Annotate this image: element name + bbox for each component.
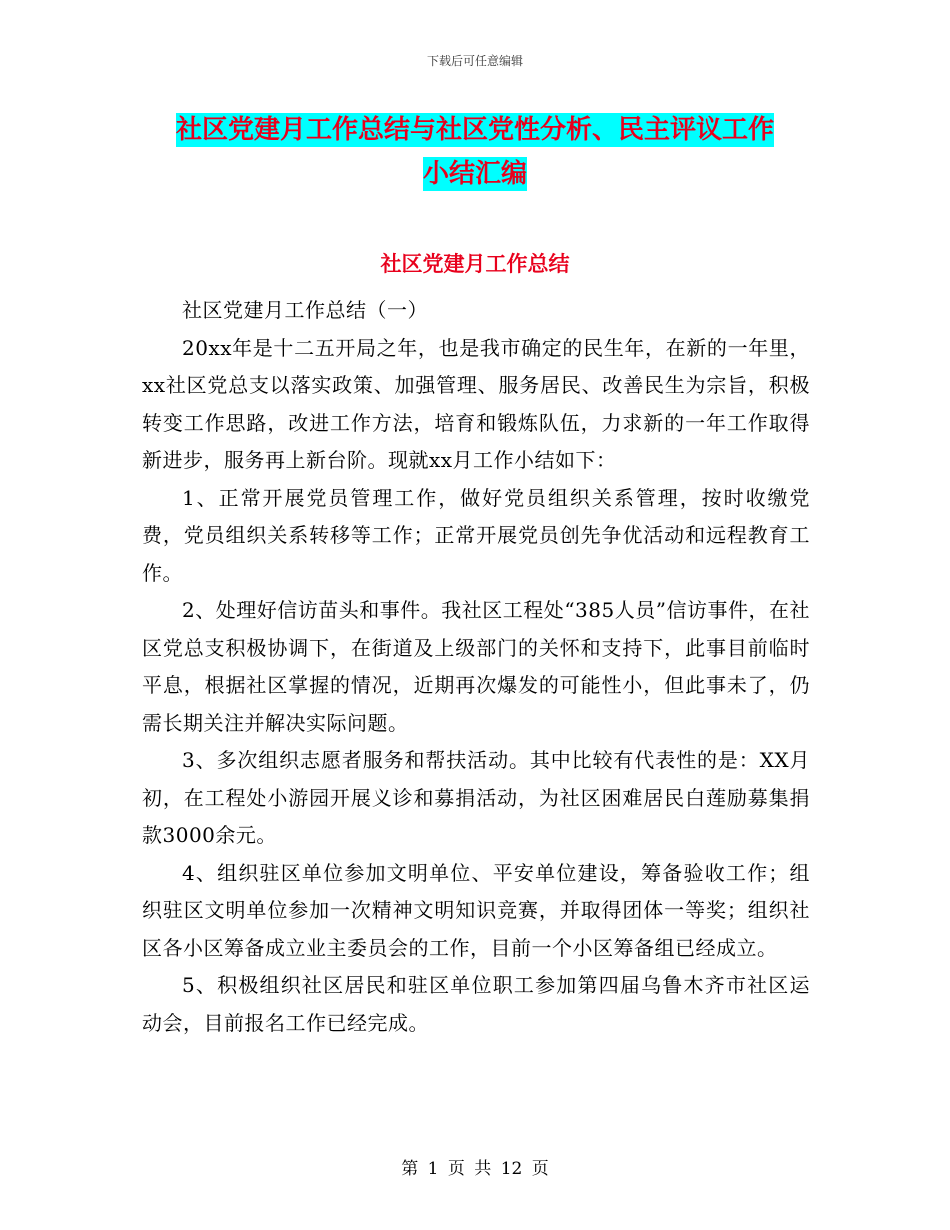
paragraph-item-1: 1、正常开展党员管理工作，做好党员组织关系管理，按时收缴党费，党员组织关系转移等工作；正常开展党员创先争优活动和远程教育工作。 [142,485,810,585]
document-title-line-1: 社区党建月工作总结与社区党性分析、民主评议工作 [175,115,774,145]
paragraph-item-4: 4、组织驻区单位参加文明单位、平安单位建设，筹备验收工作；组织驻区文明单位参加一次精神文明知识竞赛，并取得团体一等奖；组织社区各小区筹备成立业主委员会的工作，目前一个小区筹备组已经成立。 [142,860,810,960]
paragraph-item-2: 2、处理好信访苗头和事件。我社区工程处“385人员”信访事件，在社区党总支积极协调下，在街道及上级部门的关怀和支持下，此事目前临时平息，根据社区掌握的情况，近期再次爆发的可能性小，但此事未了，仍需长期关注并解决实际问题。 [142,598,810,735]
section-title: 社区党建月工作总结 [380,252,570,276]
paragraph-intro: 20xx年是十二五开局之年，也是我市确定的民生年，在新的一年里，xx社区党总支以落实政策、加强管理、服务居民、改善民生为宗旨，积极转变工作思路，改进工作方法，培育和锻炼队伍，力求新的一年工作取得新进步，服务再上新台阶。现就xx月工作小结如下： [142,335,810,472]
document-title [140,108,810,196]
document-title-line-2: 小结汇编 [422,159,527,189]
page-number-footer: 第 1 页 共 12 页 [401,1159,549,1179]
paragraph-subtitle: 社区党建月工作总结（一） [182,298,428,322]
paragraph-item-5: 5、积极组织社区居民和驻区单位职工参加第四届乌鲁木齐市社区运动会，目前报名工作已经完成。 [142,973,810,1035]
paragraph-item-3: 3、多次组织志愿者服务和帮扶活动。其中比较有代表性的是：XX月初，在工程处小游园开展义诊和募捐活动，为社区困难居民白莲励募集捐款3000余元。 [142,748,810,847]
document-body [142,292,810,1042]
header-note: 下载后可任意编辑 [426,54,523,68]
